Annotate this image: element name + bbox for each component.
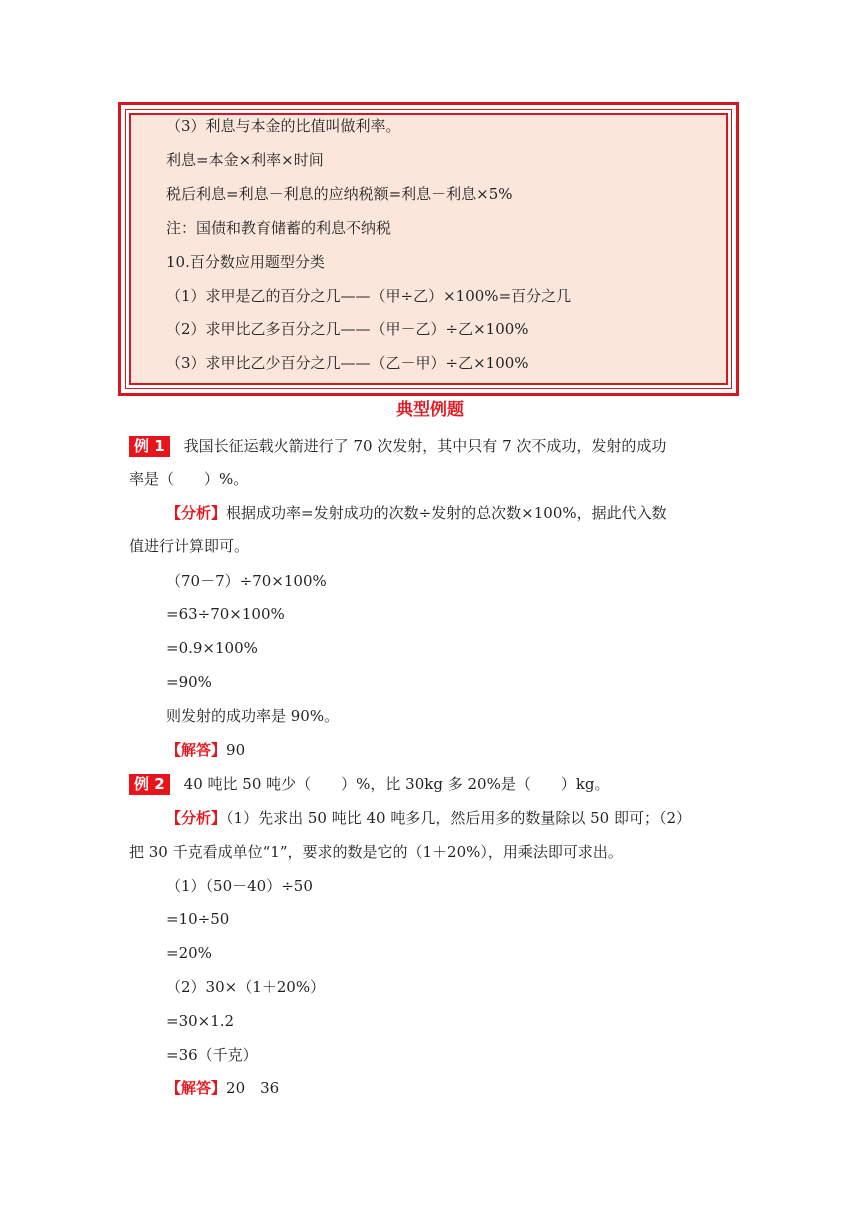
- section-title: 典型例题: [396, 400, 464, 420]
- example1-step-3: =0.9×100%: [166, 639, 258, 657]
- example1-question-line1: [129, 436, 666, 457]
- example2-analysis-text: （1）先求出 50 吨比 40 吨多几，然后用多的数量除以 50 即可；（2）: [226, 809, 692, 827]
- example1-analysis-line2: 值进行计算即可。: [129, 537, 250, 555]
- example2-question-line: [129, 774, 610, 795]
- answer-label: 解答: [181, 1079, 212, 1097]
- example2-answer-line: [166, 1078, 279, 1098]
- example1-conclusion: 则发射的成功率是 90%。: [166, 707, 340, 725]
- answer-bracket-close: 】: [211, 741, 227, 759]
- example1-tag: 例 1: [129, 436, 170, 457]
- example1-question-line2: 率是（ ）%。: [129, 470, 249, 488]
- example2-answer-value: 20 36: [226, 1079, 280, 1097]
- box-line-after-tax-interest: 税后利息=利息－利息的应纳税额=利息－利息×5%: [166, 185, 513, 203]
- example1-answer-value: 90: [226, 741, 246, 759]
- example2-step-2: =10÷50: [166, 910, 230, 928]
- example1-step-4: =90%: [166, 673, 212, 691]
- example1-answer-line: [166, 740, 245, 760]
- example1-analysis-text: 根据成功率=发射成功的次数÷发射的总次数×100%，据此代入数: [226, 504, 667, 522]
- example1-step-1: （70－7）÷70×100%: [166, 572, 327, 590]
- answer-bracket-close: 】: [211, 1079, 227, 1097]
- box-line-section-heading: 10.百分数应用题型分类: [166, 253, 325, 271]
- example2-step-4: （2）30×（1＋20%）: [166, 978, 326, 996]
- example2-tag: 例 2: [129, 774, 170, 795]
- answer-bracket-open: 【: [166, 1079, 182, 1097]
- analysis-bracket-open: 【: [166, 504, 182, 522]
- analysis-bracket-close: 】: [211, 809, 227, 827]
- box-line-type-3: （3）求甲比乙少百分之几——（乙－甲）÷乙×100%: [166, 354, 529, 372]
- example2-analysis-line1: [166, 808, 691, 828]
- example1-question-text: 我国长征运载火箭进行了 70 次发射，其中只有 7 次不成功，发射的成功: [183, 437, 667, 455]
- example1-analysis-line1: [166, 503, 667, 523]
- analysis-bracket-open: 【: [166, 809, 182, 827]
- analysis-bracket-close: 】: [211, 504, 227, 522]
- analysis-label: 分析: [181, 504, 212, 522]
- example2-step-6: =36（千克）: [166, 1046, 258, 1064]
- box-line-interest-rate-definition: （3）利息与本金的比值叫做利率。: [166, 117, 401, 135]
- answer-bracket-open: 【: [166, 741, 182, 759]
- formula-box: [118, 102, 739, 396]
- example2-step-3: =20%: [166, 944, 212, 962]
- example2-analysis-line2: 把 30 千克看成单位“1”，要求的数是它的（1＋20%），用乘法即可求出。: [129, 843, 623, 861]
- box-line-tax-exempt-note: 注：国债和教育储蓄的利息不纳税: [166, 219, 392, 237]
- box-line-type-1: （1）求甲是乙的百分之几——（甲÷乙）×100%=百分之几: [166, 287, 572, 305]
- box-line-type-2: （2）求甲比乙多百分之几——（甲－乙）÷乙×100%: [166, 320, 529, 338]
- example1-step-2: =63÷70×100%: [166, 605, 285, 623]
- example2-step-1: （1）（50－40）÷50: [166, 877, 313, 895]
- example2-question-text: 40 吨比 50 吨少（ ）%，比 30kg 多 20%是（ ）kg。: [183, 775, 610, 793]
- example2-step-5: =30×1.2: [166, 1012, 235, 1030]
- analysis-label: 分析: [181, 809, 212, 827]
- box-line-interest-formula: 利息=本金×利率×时间: [166, 151, 324, 169]
- answer-label: 解答: [181, 741, 212, 759]
